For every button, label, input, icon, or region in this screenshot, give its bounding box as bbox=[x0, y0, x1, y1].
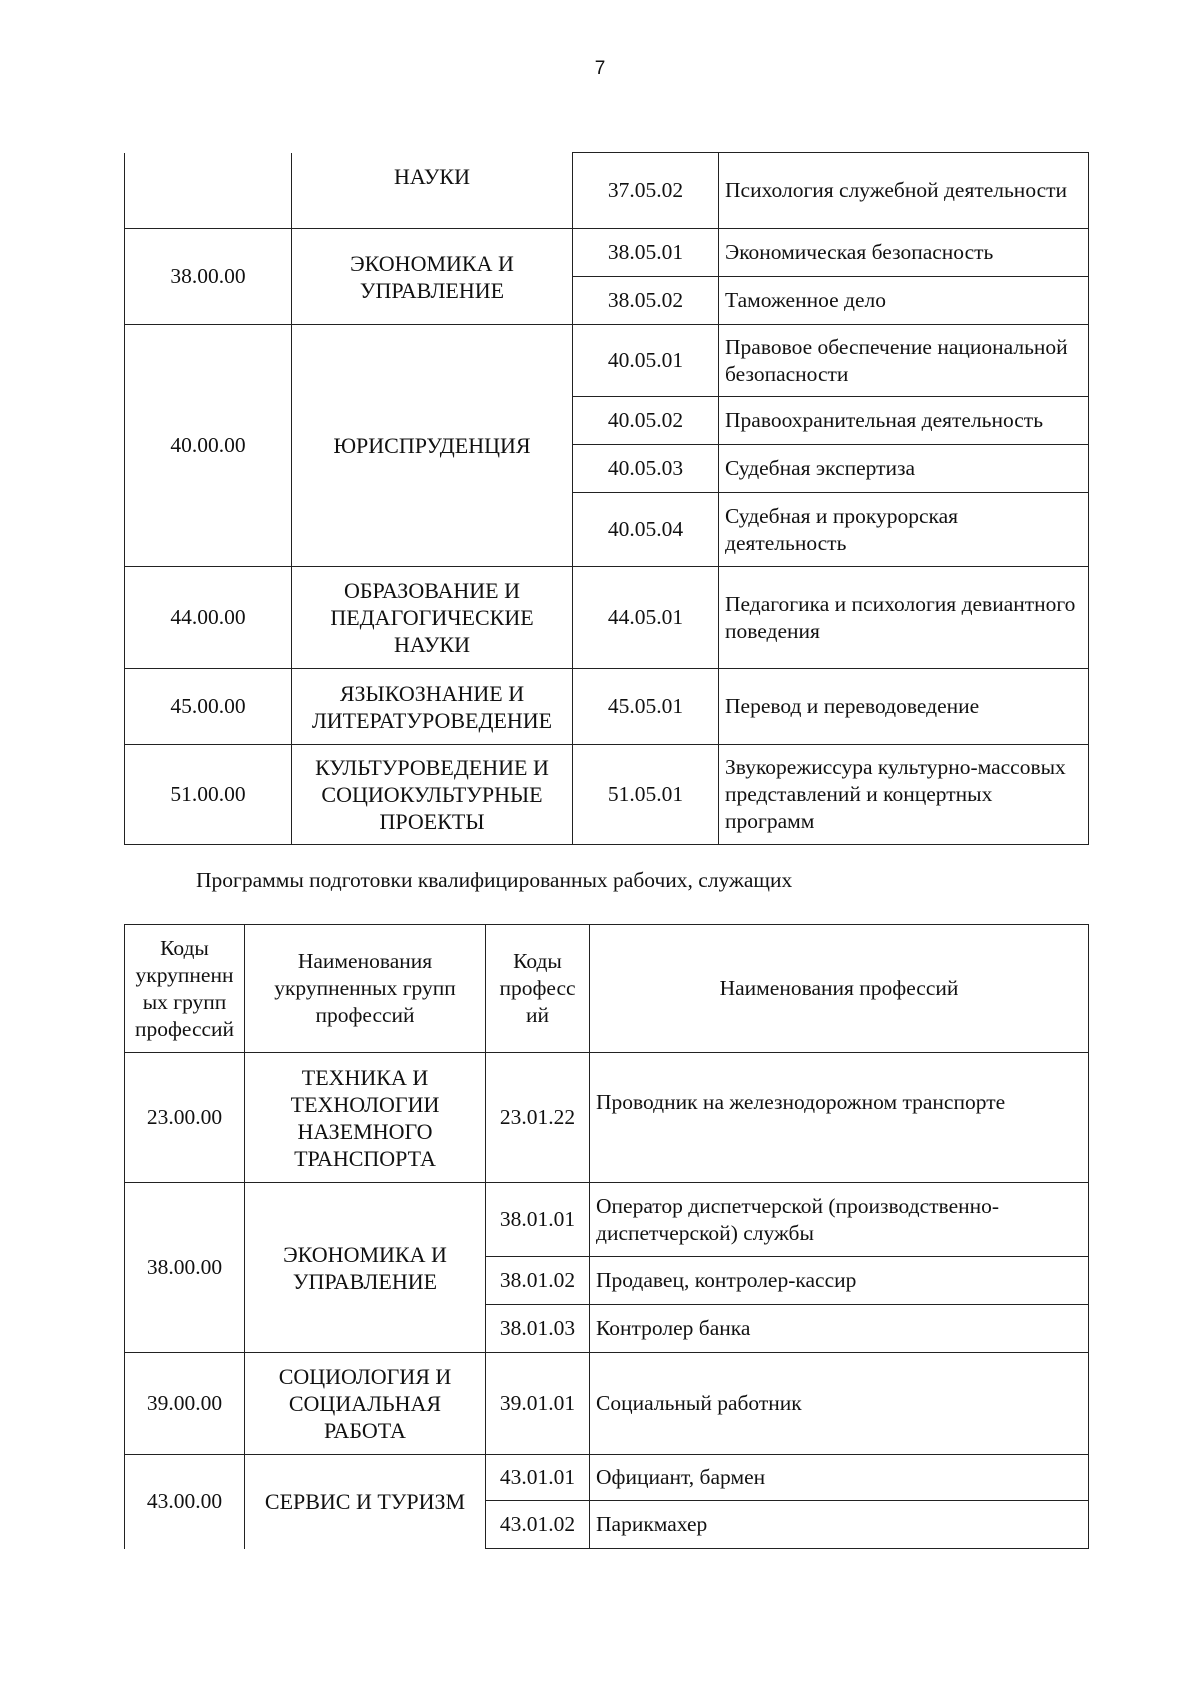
page-number: 7 bbox=[594, 58, 606, 79]
group-name-cell: ЭКОНОМИКА И УПРАВЛЕНИЕ bbox=[292, 229, 573, 325]
profession-name-cell: Продавец, контролер-кассир bbox=[590, 1257, 1089, 1305]
specialty-code-cell: 40.05.02 bbox=[573, 397, 719, 445]
group-code-cell: 38.00.00 bbox=[125, 1183, 245, 1353]
header-group-code: Коды укрупненн ых групп профессий bbox=[125, 925, 245, 1053]
specialty-name-cell: Экономическая безопасность bbox=[719, 229, 1089, 277]
header-group-name: Наименования укрупненных групп профессий bbox=[245, 925, 486, 1053]
group-code-cell: 38.00.00 bbox=[125, 229, 292, 325]
specialty-code-cell: 45.05.01 bbox=[573, 669, 719, 745]
specialty-name-cell: Правоохранительная деятельность bbox=[719, 397, 1089, 445]
professions-table bbox=[124, 924, 1089, 1549]
group-code-cell: 23.00.00 bbox=[125, 1053, 245, 1183]
profession-code-cell: 38.01.03 bbox=[486, 1305, 590, 1353]
group-name-cell: НАУКИ bbox=[292, 153, 573, 229]
group-name-cell: ЯЗЫКОЗНАНИЕ И ЛИТЕРАТУРОВЕДЕНИЕ bbox=[292, 669, 573, 745]
specialty-name-cell: Судебная и прокурорская деятельность bbox=[719, 493, 1089, 567]
table-row bbox=[125, 669, 1089, 745]
table-row bbox=[125, 1353, 1089, 1455]
profession-name-cell: Официант, бармен bbox=[590, 1455, 1089, 1501]
table-row bbox=[125, 153, 1089, 229]
profession-name-cell: Оператор диспетчерской (производственно-диспетчерской) службы bbox=[590, 1183, 1089, 1257]
profession-name-cell: Контролер банка bbox=[590, 1305, 1089, 1353]
group-code-cell: 51.00.00 bbox=[125, 745, 292, 845]
group-code-cell: 43.00.00 bbox=[125, 1455, 245, 1549]
table-row bbox=[125, 567, 1089, 669]
specialty-name-cell: Перевод и переводоведение bbox=[719, 669, 1089, 745]
group-code-cell: 40.00.00 bbox=[125, 325, 292, 567]
specialties-table bbox=[124, 152, 1089, 845]
specialty-name-cell: Таможенное дело bbox=[719, 277, 1089, 325]
specialty-code-cell: 44.05.01 bbox=[573, 567, 719, 669]
section-heading: Программы подготовки квалифицированных рабочих, служащих bbox=[196, 868, 793, 892]
specialty-code-cell: 40.05.04 bbox=[573, 493, 719, 567]
specialty-code-cell: 51.05.01 bbox=[573, 745, 719, 845]
table-header-row bbox=[125, 925, 1089, 1053]
group-name-cell: СОЦИОЛОГИЯ И СОЦИАЛЬНАЯ РАБОТА bbox=[245, 1353, 486, 1455]
table-row bbox=[125, 1053, 1089, 1183]
header-profession-name: Наименования профессий bbox=[590, 925, 1089, 1053]
group-name-cell: СЕРВИС И ТУРИЗМ bbox=[245, 1455, 486, 1549]
profession-name-cell: Социальный работник bbox=[590, 1353, 1089, 1455]
specialty-name-cell: Правовое обеспечение национальной безопасности bbox=[719, 325, 1089, 397]
profession-code-cell: 43.01.01 bbox=[486, 1455, 590, 1501]
specialty-name-cell: Педагогика и психология девиантного поведения bbox=[719, 567, 1089, 669]
specialty-name-cell: Звукорежиссура культурно-массовых представлений и концертных программ bbox=[719, 745, 1089, 845]
group-code-cell bbox=[125, 153, 292, 229]
table-row bbox=[125, 325, 1089, 397]
group-name-cell: ТЕХНИКА И ТЕХНОЛОГИИ НАЗЕМНОГО ТРАНСПОРТА bbox=[245, 1053, 486, 1183]
table-row bbox=[125, 229, 1089, 277]
specialty-name-cell: Судебная экспертиза bbox=[719, 445, 1089, 493]
group-code-cell: 44.00.00 bbox=[125, 567, 292, 669]
specialty-code-cell: 38.05.02 bbox=[573, 277, 719, 325]
group-name-cell: ЮРИСПРУДЕНЦИЯ bbox=[292, 325, 573, 567]
header-profession-code: Коды професс ий bbox=[486, 925, 590, 1053]
specialty-name-cell: Психология служебной деятельности bbox=[719, 153, 1089, 229]
profession-code-cell: 43.01.02 bbox=[486, 1501, 590, 1549]
profession-code-cell: 39.01.01 bbox=[486, 1353, 590, 1455]
profession-name-cell: Парикмахер bbox=[590, 1501, 1089, 1549]
specialty-code-cell: 40.05.01 bbox=[573, 325, 719, 397]
group-name-cell: ЭКОНОМИКА И УПРАВЛЕНИЕ bbox=[245, 1183, 486, 1353]
profession-code-cell: 23.01.22 bbox=[486, 1053, 590, 1183]
specialty-code-cell: 40.05.03 bbox=[573, 445, 719, 493]
group-name-cell: ОБРАЗОВАНИЕ И ПЕДАГОГИЧЕСКИЕ НАУКИ bbox=[292, 567, 573, 669]
profession-name-cell: Проводник на железнодорожном транспорте bbox=[590, 1053, 1089, 1183]
specialty-code-cell: 38.05.01 bbox=[573, 229, 719, 277]
table-row bbox=[125, 745, 1089, 845]
profession-code-cell: 38.01.01 bbox=[486, 1183, 590, 1257]
group-code-cell: 45.00.00 bbox=[125, 669, 292, 745]
specialty-code-cell: 37.05.02 bbox=[573, 153, 719, 229]
table-row bbox=[125, 1455, 1089, 1501]
group-name-cell: КУЛЬТУРОВЕДЕНИЕ И СОЦИОКУЛЬТУРНЫЕ ПРОЕКТЫ bbox=[292, 745, 573, 845]
profession-code-cell: 38.01.02 bbox=[486, 1257, 590, 1305]
table-row bbox=[125, 1183, 1089, 1257]
group-code-cell: 39.00.00 bbox=[125, 1353, 245, 1455]
